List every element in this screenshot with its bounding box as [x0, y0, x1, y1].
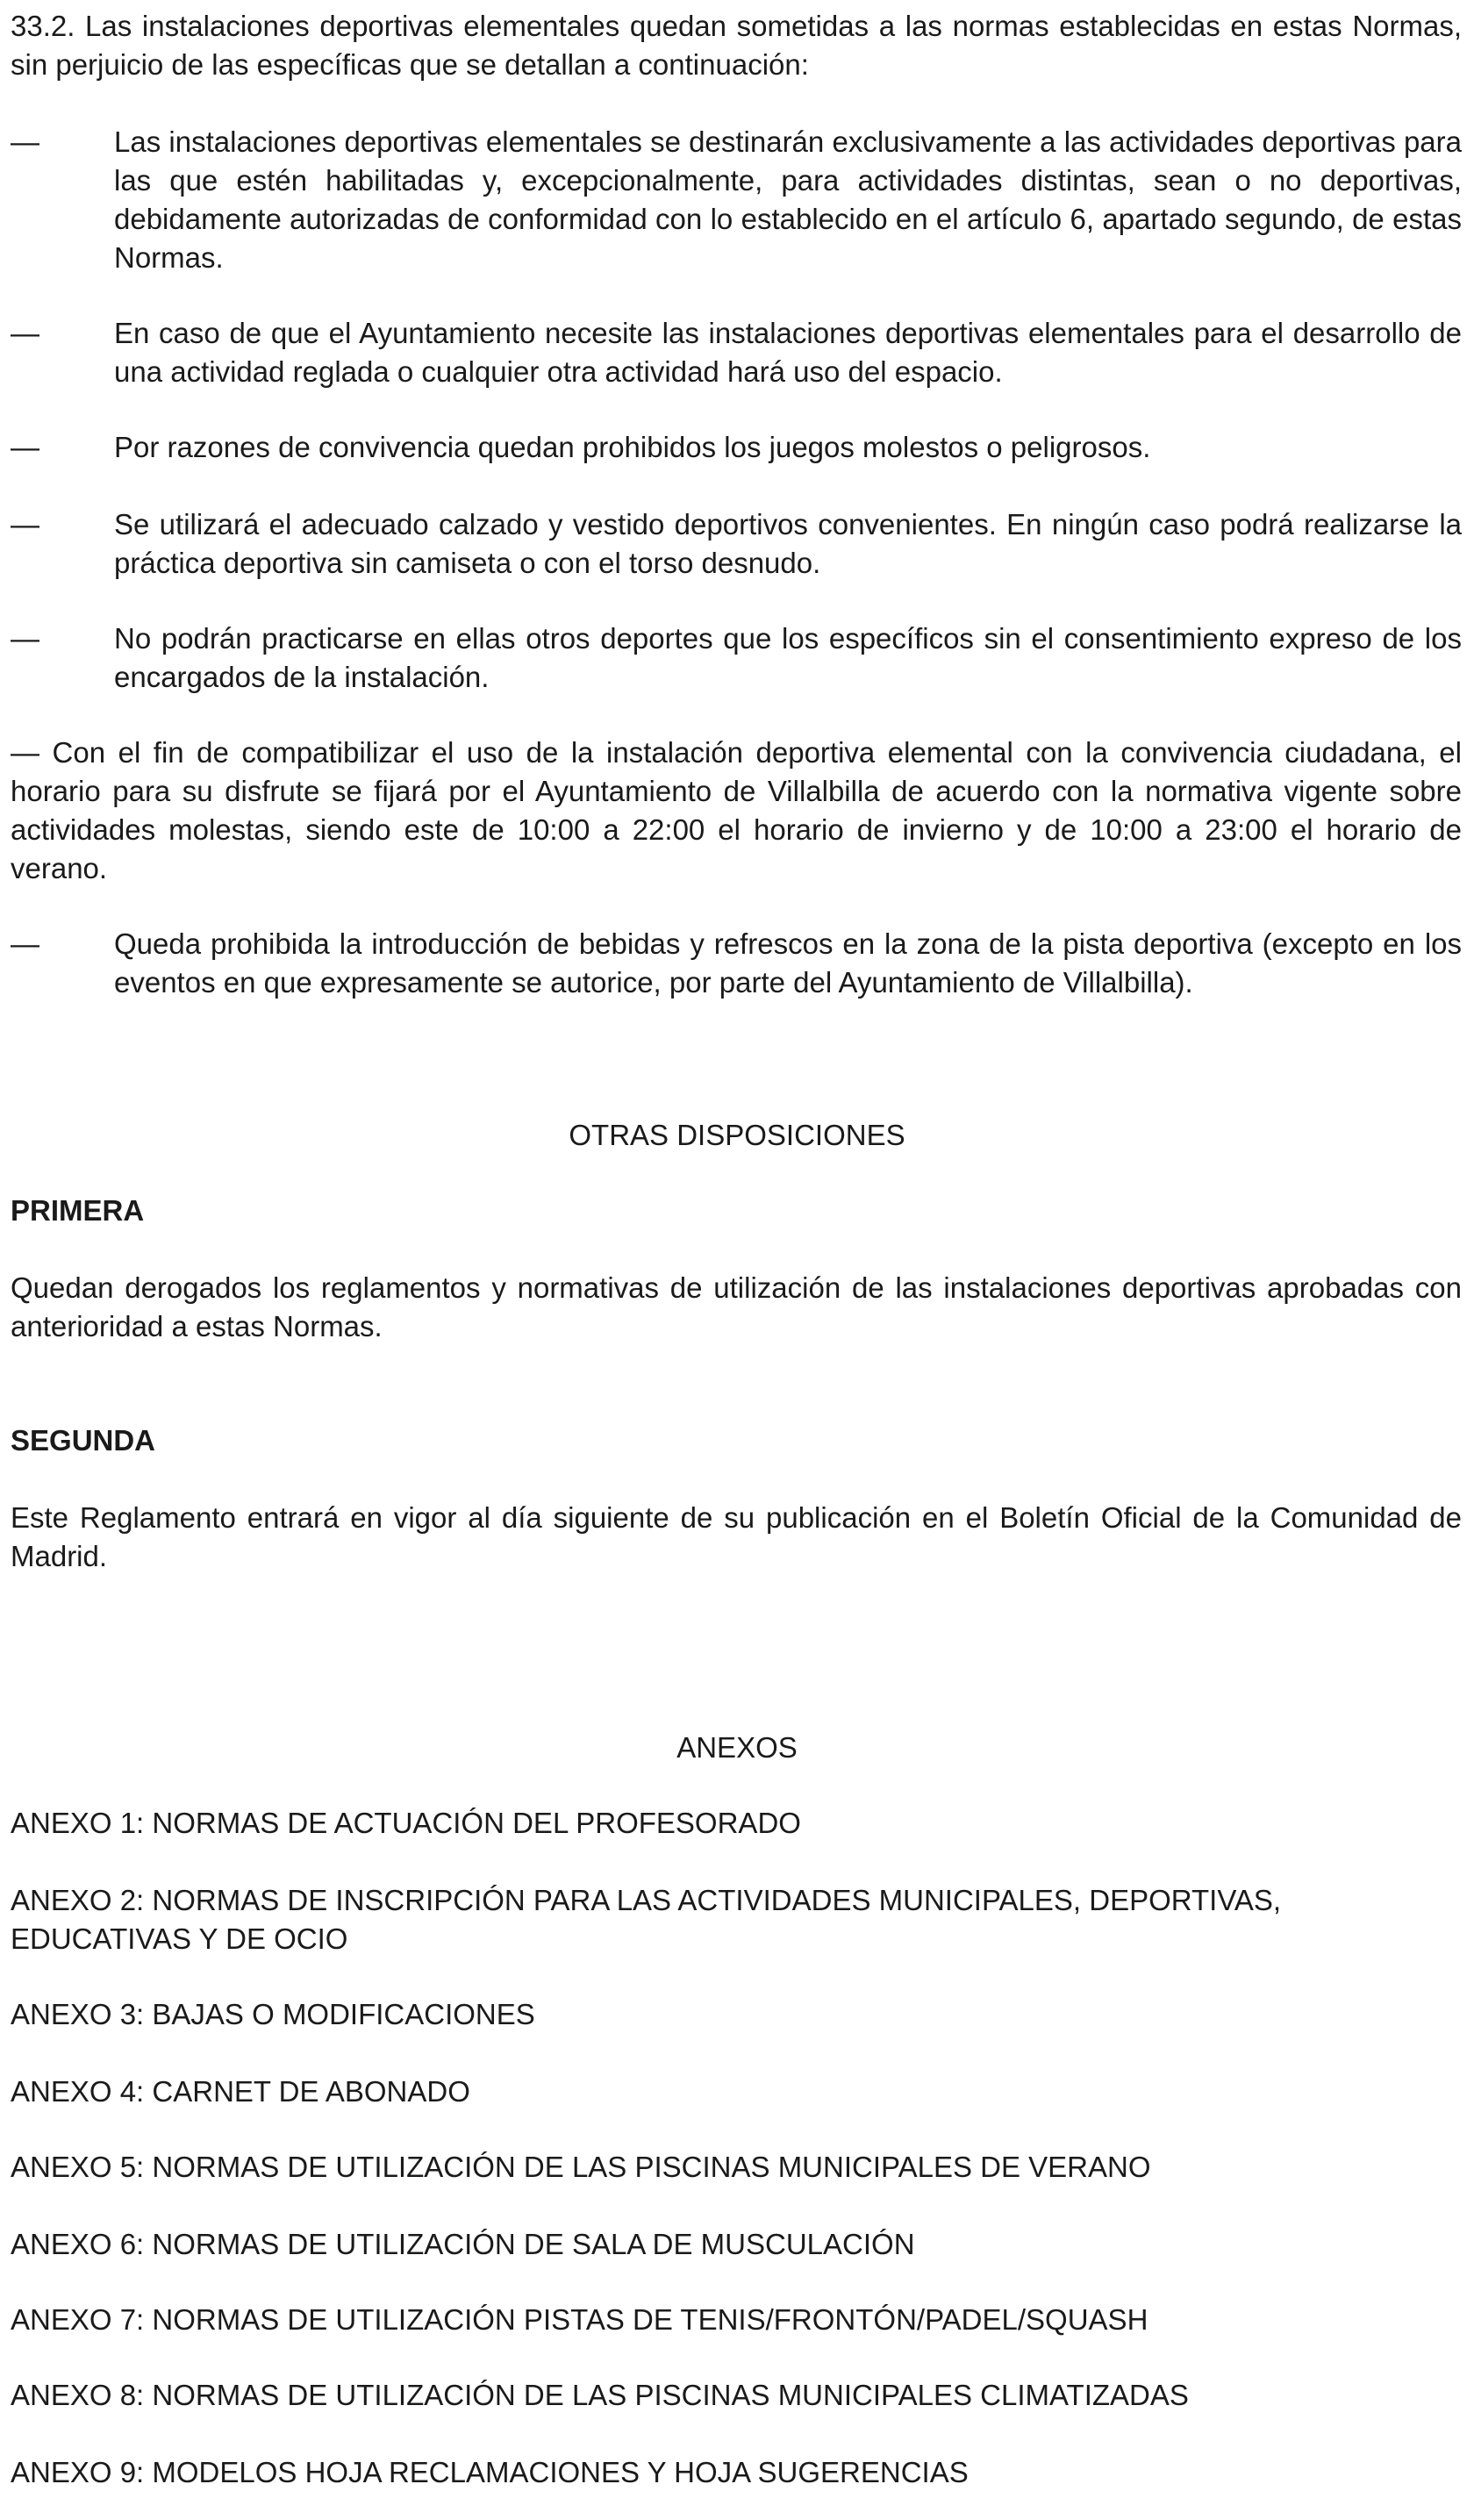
primera-text: Quedan derogados los reglamentos y normativas de utilización de las instalaciones deportivas aprobadas con anterioridad a estas Normas. — [11, 1271, 1462, 1342]
list-item-text: No podrán practicarse en ellas otros deportes que los específicos sin el consentimiento expreso de los encargados de la instalación. — [114, 622, 1462, 693]
section-title-primera: PRIMERA — [11, 1194, 145, 1227]
section-heading-anexos: ANEXOS — [676, 1731, 798, 1764]
annex-item: ANEXO 2: NORMAS DE INSCRIPCIÓN PARA LAS ACTIVIDADES MUNICIPALES, DEPORTIVAS, EDUCATIVAS Y DE OCIO — [11, 1884, 1282, 1955]
list-item — [11, 619, 1462, 697]
list-item-text: Se utilizará el adecuado calzado y vestido deportivos convenientes. En ningún caso podrá realizarse la práctica deportiva sin camiseta o con el torso desnudo. — [114, 508, 1462, 579]
annex-item: ANEXO 6: NORMAS DE UTILIZACIÓN DE SALA DE MUSCULACIÓN — [11, 2228, 915, 2260]
list-item — [11, 123, 1462, 277]
section-title-segunda: SEGUNDA — [11, 1424, 156, 1457]
dash-marker: — — [11, 125, 39, 158]
dash-marker: — — [11, 431, 39, 463]
list-item — [11, 314, 1462, 391]
list-item-text: Por razones de convivencia quedan prohibidos los juegos molestos o peligrosos. — [114, 431, 1151, 463]
list-item-text: Queda prohibida la introducción de bebidas y refrescos en la zona de la pista deportiva (excepto en los eventos en que expresamente se autorice, por parte del Ayuntamiento de Villalbilla). — [114, 927, 1462, 999]
annex-item: ANEXO 3: BAJAS O MODIFICACIONES — [11, 1998, 535, 2030]
dash-marker: — — [11, 508, 39, 541]
dash-marker: — — [11, 622, 39, 655]
annex-item: ANEXO 5: NORMAS DE UTILIZACIÓN DE LAS PISCINAS MUNICIPALES DE VERANO — [11, 2151, 1151, 2183]
annex-item: ANEXO 7: NORMAS DE UTILIZACIÓN PISTAS DE TENIS/FRONTÓN/PADEL/SQUASH — [11, 2303, 1148, 2336]
dash-marker: — — [11, 317, 39, 349]
section-heading-otras-disposiciones: OTRAS DISPOSICIONES — [569, 1119, 905, 1151]
segunda-text: Este Reglamento entrará en vigor al día siguiente de su publicación en el Boletín Oficial de la Comunidad de Madrid. — [11, 1501, 1462, 1572]
annex-item: ANEXO 9: MODELOS HOJA RECLAMACIONES Y HOJA SUGERENCIAS — [11, 2456, 969, 2488]
list-item — [11, 428, 1462, 467]
annex-item: ANEXO 4: CARNET DE ABONADO — [11, 2075, 470, 2108]
annex-item: ANEXO 8: NORMAS DE UTILIZACIÓN DE LAS PISCINAS MUNICIPALES CLIMATIZADAS — [11, 2379, 1189, 2411]
list-item-text: — Con el fin de compatibilizar el uso de la instalación deportiva elemental con la convivencia ciudadana, el horario para su disfrute se fijará por el Ayuntamiento de Villalbilla de acuerdo con la normativa vigente sobre actividades molestas, siendo este de 10:00 a 22:00 el horario de invierno y de 10:00 a 23:00 el horario de verano. — [11, 736, 1462, 884]
list-item — [11, 925, 1462, 1002]
list-item-text: En caso de que el Ayuntamiento necesite las instalaciones deportivas elementales para el desarrollo de una actividad reglada o cualquier otra actividad hará uso del espacio. — [114, 317, 1462, 388]
intro-paragraph: 33.2. Las instalaciones deportivas elementales quedan sometidas a las normas establecidas en estas Normas, sin perjuicio de las específicas que se detallan a continuación: — [11, 10, 1462, 81]
dash-marker: — — [11, 927, 39, 960]
list-item — [11, 505, 1462, 583]
list-item-text: Las instalaciones deportivas elementales se destinarán exclusivamente a las actividades deportivas para las que estén habilitadas y, excepcionalmente, para actividades distintas, sean o no deportivas, debidamente autorizadas de conformidad con lo establecido en el artículo 6, apartado segundo, de estas Normas. — [114, 125, 1462, 274]
annex-item: ANEXO 1: NORMAS DE ACTUACIÓN DEL PROFESORADO — [11, 1807, 801, 1839]
